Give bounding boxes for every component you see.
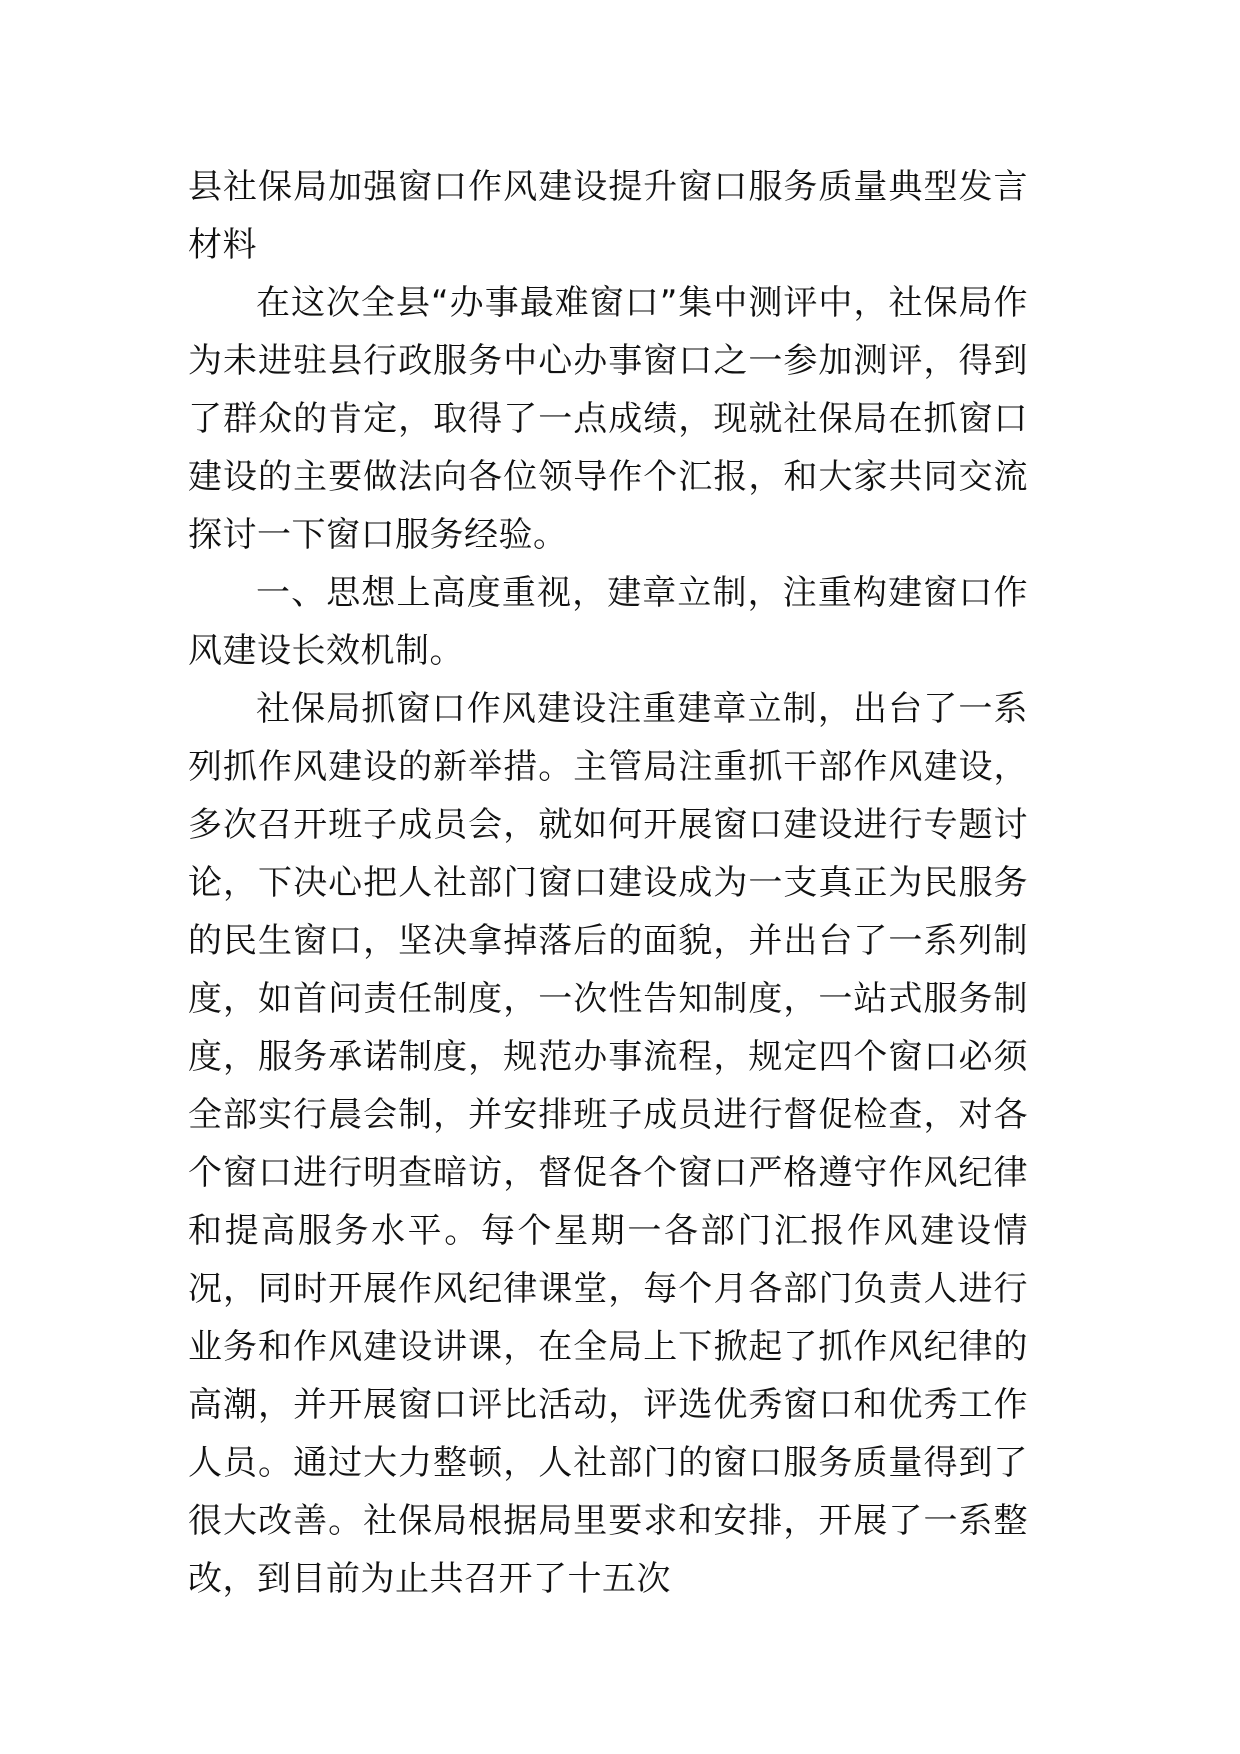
paragraph-intro: 在这次全县“办事最难窗口”集中测评中，社保局作为未进驻县行政服务中心办事窗口之一参加测评，得到了群众的肯定，取得了一点成绩，现就社保局在抓窗口建设的主要做法向各位领导作个汇报，和大家共同交流探讨一下窗口服务经验。 (188, 283, 1028, 555)
section-heading-1: 一、思想上高度重视，建章立制，注重构建窗口作风建设长效机制。 (188, 573, 1028, 671)
document-body (188, 158, 1028, 1608)
paragraph-section-1: 社保局抓窗口作风建设注重建章立制，出台了一系列抓作风建设的新举措。主管局注重抓干部作风建设，多次召开班子成员会，就如何开展窗口建设进行专题讨论，下决心把人社部门窗口建设成为一支真正为民服务的民生窗口，坚决拿掉落后的面貌，并出台了一系列制度，如首问责任制度，一次性告知制度，一站式服务制度，服务承诺制度，规范办事流程，规定四个窗口必须全部实行晨会制，并安排班子成员进行督促检查，对各个窗口进行明查暗访，督促各个窗口严格遵守作风纪律和提高服务水平。每个星期一各部门汇报作风建设情况，同时开展作风纪律课堂，每个月各部门负责人进行业务和作风建设讲课，在全局上下掀起了抓作风纪律的高潮，并开展窗口评比活动，评选优秀窗口和优秀工作人员。通过大力整顿，人社部门的窗口服务质量得到了很大改善。社保局根据局里要求和安排，开展了一系整改，到目前为止共召开了十五次 (188, 689, 1028, 1599)
document-title: 县社保局加强窗口作风建设提升窗口服务质量典型发言材料 (188, 167, 1028, 265)
